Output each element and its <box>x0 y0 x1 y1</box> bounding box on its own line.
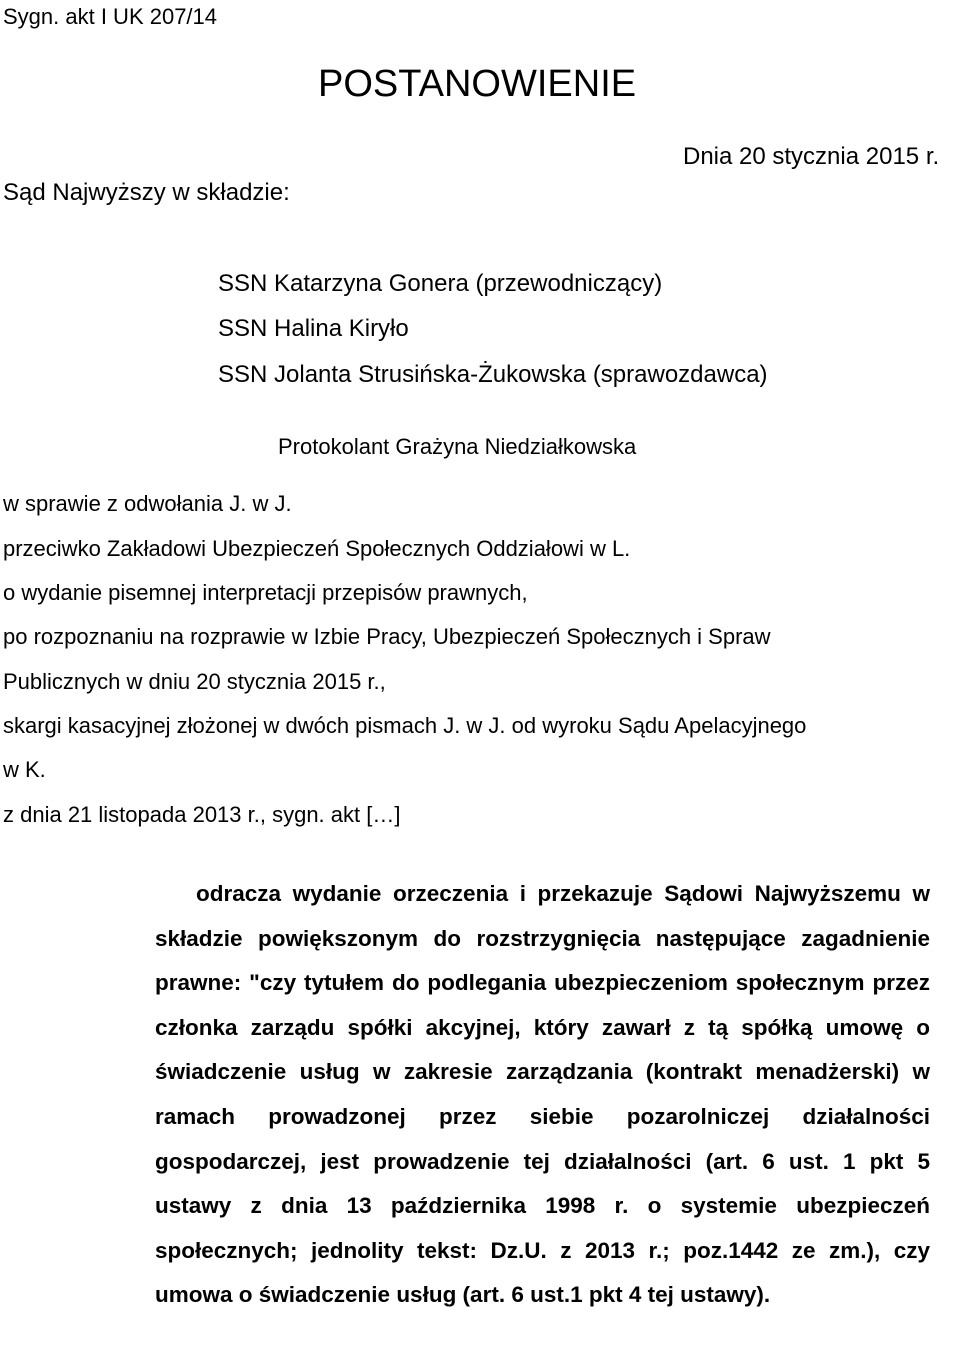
judge-presiding: SSN Katarzyna Gonera (przewodniczący) <box>218 270 663 297</box>
ruling-text: odracza wydanie orzeczenia i przekazuje Sądowi Najwyższemu w składzie powiększonym do rozstrzygnięcia następujące zagadnienie prawne: "czy tytułem do podlegania ubezpieczeniom społecznym przez członka zarządu spółki akcyjnej, który zawarł z tą spółką umowę o świadczenie usług w zakresie zarządzania (kontrakt menadżerski) w ramach prowadzonej przez siebie pozarolniczej działalności gospodarczej, jest prowadzenie tej działalności (art. 6 ust. 1 pkt 5 ustawy z dnia 13 października 1998 r. o systemie ubezpieczeń społecznych; jednolity tekst: Dz.U. z 2013 r.; poz.1442 ze zm.), czy umowa o świadczenie usług (art. 6 ust.1 pkt 4 tej ustawy). <box>155 881 930 1308</box>
court-clerk: Protokolant Grażyna Niedziałkowska <box>278 434 637 459</box>
case-line: przeciwko Zakładowi Ubezpieczeń Społecznych Oddziałowi w L. <box>3 536 631 561</box>
judge-rapporteur: SSN Jolanta Strusińska-Żukowska (sprawozdawca) <box>218 361 768 388</box>
case-line: po rozpoznaniu na rozprawie w Izbie Pracy, Ubezpieczeń Społecznych i Spraw <box>3 624 771 649</box>
case-line: skargi kasacyjnej złożonej w dwóch pismach J. w J. od wyroku Sądu Apelacyjnego <box>3 713 807 738</box>
case-line: w sprawie z odwołania J. w J. <box>3 491 292 516</box>
case-line: z dnia 21 listopada 2013 r., sygn. akt […] <box>3 802 401 827</box>
case-line: w K. <box>3 757 46 782</box>
court-composition-label: Sąd Najwyższy w składzie: <box>3 179 290 206</box>
ruling-section <box>155 872 930 1318</box>
case-line: o wydanie pisemnej interpretacji przepisów prawnych, <box>3 580 528 605</box>
document-title: POSTANOWIENIE <box>318 63 637 105</box>
document-date: Dnia 20 stycznia 2015 r. <box>683 143 940 170</box>
case-line: Publicznych w dniu 20 stycznia 2015 r., <box>3 669 386 694</box>
case-number: Sygn. akt I UK 207/14 <box>3 4 218 29</box>
judge-member: SSN Halina Kiryło <box>218 315 409 342</box>
